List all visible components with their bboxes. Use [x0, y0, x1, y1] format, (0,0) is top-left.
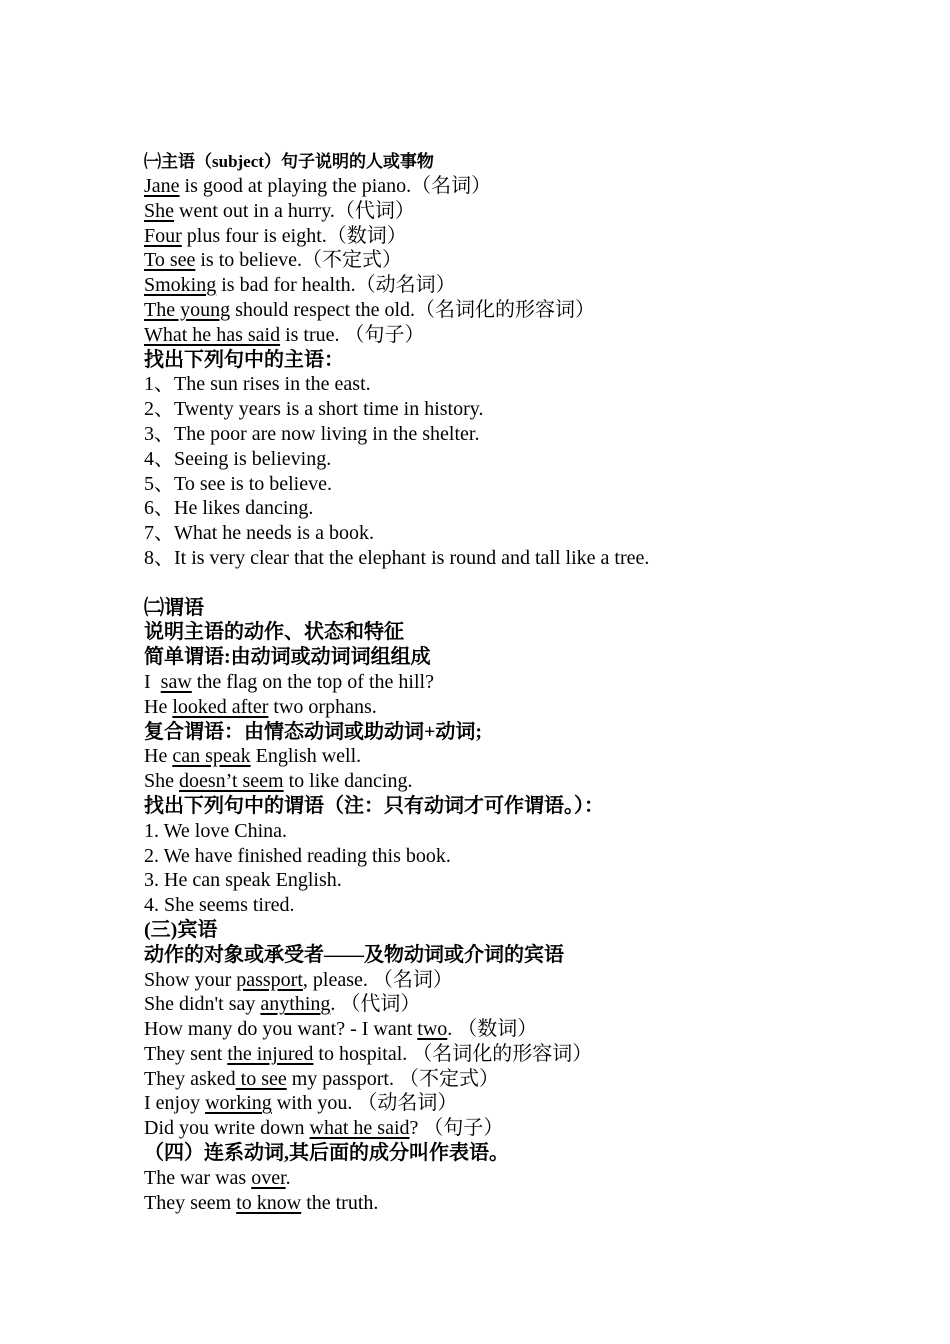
subject-example-7: What he has said is true. （句子） [144, 323, 425, 346]
subject-exercise-5: 5、To see is to believe. [144, 472, 332, 495]
compound-predicate-example-1: He can speak English well. [144, 745, 362, 768]
subject-exercise-8: 8、It is very clear that the elephant is round and tall like a tree. [144, 546, 650, 569]
subject-exercise-7: 7、What he needs is a book. [144, 522, 374, 545]
subject-exercise-4: 4、Seeing is believing. [144, 447, 332, 470]
linking-example-1: The war was over. [144, 1166, 291, 1189]
object-example-1: Show your passport, please. （名词） [144, 968, 453, 991]
object-example-5: They asked to see my passport. （不定式） [144, 1067, 499, 1090]
subject-exercise-6: 6、He likes dancing. [144, 497, 314, 520]
linking-example-2: They seem to know the truth. [144, 1191, 379, 1214]
compound-predicate-heading: 复合谓语：由情态动词或助动词+动词; [144, 720, 483, 743]
subject-example-2: She went out in a hurry.（代词） [144, 199, 415, 222]
predicate-exercise-3: 3. He can speak English. [144, 869, 342, 892]
subject-heading: ㈠主语（subject）句子说明的人或事物 [144, 152, 434, 171]
predicate-exercise-4: 4. She seems tired. [144, 894, 295, 917]
object-example-4: They sent the injured to hospital. （名词化的形容词） [144, 1042, 593, 1065]
simple-predicate-example-2: He looked after two orphans. [144, 695, 377, 718]
simple-predicate-heading: 简单谓语:由动词或动词词组组成 [144, 646, 431, 669]
simple-predicate-example-1: I saw the flag on the top of the hill? [144, 670, 434, 693]
predicate-exercise-2: 2. We have finished reading this book. [144, 844, 451, 867]
object-description: 动作的对象或承受者——及物动词或介词的宾语 [144, 943, 564, 966]
subject-exercise-3: 3、The poor are now living in the shelter. [144, 422, 480, 445]
predicate-heading: ㈡谓语 [144, 596, 204, 619]
object-example-3: How many do you want? - I want two. （数词） [144, 1018, 538, 1041]
subject-example-1: Jane is good at playing the piano.（名词） [144, 175, 492, 197]
subject-exercise-heading: 找出下列句中的主语： [144, 348, 344, 371]
object-heading: (三)宾语 [144, 918, 218, 941]
subject-example-4: To see is to believe.（不定式） [144, 249, 402, 272]
section-spacer [144, 571, 844, 596]
subject-exercise-1: 1、The sun rises in the east. [144, 373, 371, 396]
linking-verb-heading: （四）连系动词,其后面的成分叫作表语。 [144, 1142, 509, 1165]
compound-predicate-example-2: She doesn’t seem to like dancing. [144, 770, 413, 793]
object-example-2: She didn't say anything. （代词） [144, 993, 421, 1016]
object-example-7: Did you write down what he said? （句子） [144, 1117, 504, 1140]
predicate-description: 说明主语的动作、状态和特征 [144, 621, 404, 644]
predicate-exercise-heading: 找出下列句中的谓语（注：只有动词才可作谓语。）： [144, 794, 604, 817]
document-page [144, 150, 844, 1215]
object-example-6: I enjoy working with you. （动名词） [144, 1092, 458, 1115]
subject-example-3: Four plus four is eight.（数词） [144, 224, 407, 247]
subject-exercise-2: 2、Twenty years is a short time in history. [144, 398, 484, 421]
subject-example-5: Smoking is bad for health.（动名词） [144, 274, 456, 297]
subject-example-6: The young should respect the old.（名词化的形容词） [144, 298, 596, 321]
predicate-exercise-1: 1. We love China. [144, 819, 287, 842]
